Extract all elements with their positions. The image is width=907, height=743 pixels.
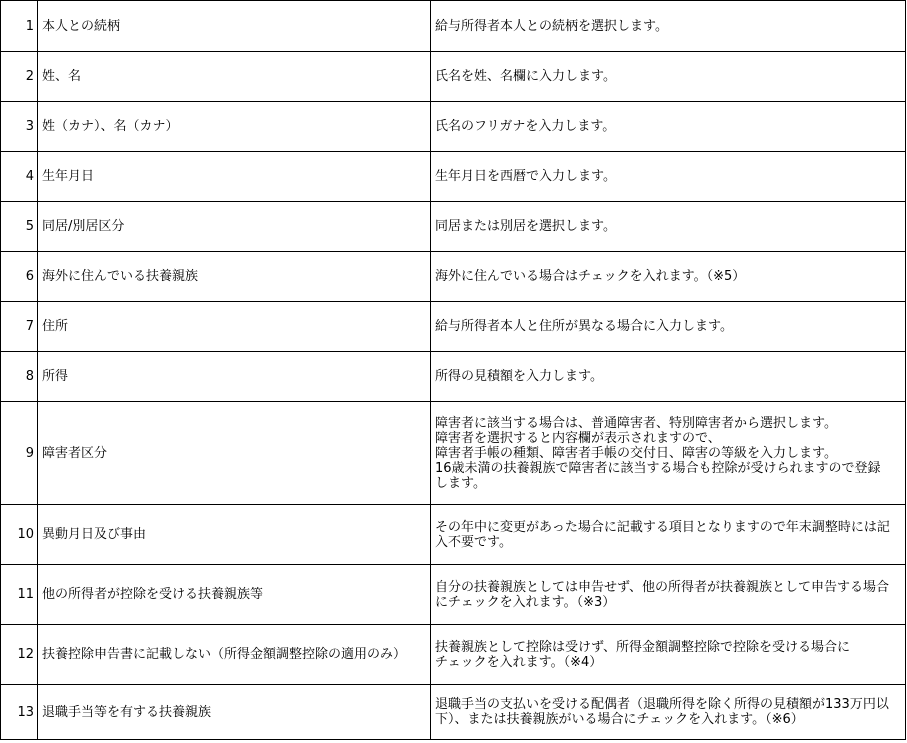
- row-number: 8: [1, 352, 38, 402]
- row-number: 4: [1, 152, 38, 202]
- item-description: 同居または別居を選択します。: [431, 202, 906, 252]
- item-description: 所得の見積額を入力します。: [431, 352, 906, 402]
- row-number: 12: [1, 625, 38, 685]
- item-description: 障害者に該当する場合は、普通障害者、特別障害者から選択します。 障害者を選択すると内容欄が表示されますので、 障害者手帳の種類、障害者手帳の交付日、障害の等級を入力します。 16歳未満の扶養親族で障害者に該当する場合も控除が受けられますので登録します。: [431, 402, 906, 505]
- item-name: 生年月日: [38, 152, 431, 202]
- row-number: 10: [1, 505, 38, 565]
- item-name: 所得: [38, 352, 431, 402]
- item-name: 同居/別居区分: [38, 202, 431, 252]
- table-row: [1, 685, 906, 740]
- table-row: [1, 565, 906, 625]
- table-row: [1, 1, 906, 52]
- item-name: 海外に住んでいる扶養親族: [38, 252, 431, 302]
- item-description: 給与所得者本人との続柄を選択します。: [431, 1, 906, 52]
- item-description: 氏名のフリガナを入力します。: [431, 102, 906, 152]
- table-row: [1, 505, 906, 565]
- item-description: 生年月日を西暦で入力します。: [431, 152, 906, 202]
- item-name: 障害者区分: [38, 402, 431, 505]
- table-row: [1, 52, 906, 102]
- item-description: 氏名を姓、名欄に入力します。: [431, 52, 906, 102]
- table-row: [1, 152, 906, 202]
- row-number: 1: [1, 1, 38, 52]
- row-number: 2: [1, 52, 38, 102]
- item-description: 自分の扶養親族としては申告せず、他の所得者が扶養親族として申告する場合にチェックを入れます。（※3）: [431, 565, 906, 625]
- row-number: 5: [1, 202, 38, 252]
- item-description: 海外に住んでいる場合はチェックを入れます。（※5）: [431, 252, 906, 302]
- item-name: 姓、名: [38, 52, 431, 102]
- table-row: [1, 352, 906, 402]
- item-name: 退職手当等を有する扶養親族: [38, 685, 431, 740]
- item-name: 他の所得者が控除を受ける扶養親族等: [38, 565, 431, 625]
- table-row: [1, 202, 906, 252]
- item-description: 給与所得者本人と住所が異なる場合に入力します。: [431, 302, 906, 352]
- table-row: [1, 302, 906, 352]
- item-description: その年中に変更があった場合に記載する項目となりますので年末調整時には記入不要です。: [431, 505, 906, 565]
- row-number: 9: [1, 402, 38, 505]
- item-name: 本人との続柄: [38, 1, 431, 52]
- item-name: 姓（カナ）、名（カナ）: [38, 102, 431, 152]
- item-name: 扶養控除申告書に記載しない（所得金額調整控除の適用のみ）: [38, 625, 431, 685]
- item-name: 異動月日及び事由: [38, 505, 431, 565]
- row-number: 3: [1, 102, 38, 152]
- row-number: 6: [1, 252, 38, 302]
- table-row: [1, 402, 906, 505]
- table-row: [1, 252, 906, 302]
- table-row: [1, 102, 906, 152]
- row-number: 13: [1, 685, 38, 740]
- item-description: 退職手当の支払いを受ける配偶者（退職所得を除く所得の見積額が133万円以下）、または扶養親族がいる場合にチェックを入れます。（※6）: [431, 685, 906, 740]
- row-number: 7: [1, 302, 38, 352]
- item-name: 住所: [38, 302, 431, 352]
- item-description: 扶養親族として控除は受けず、所得金額調整控除で控除を受ける場合に チェックを入れます。（※4）: [431, 625, 906, 685]
- row-number: 11: [1, 565, 38, 625]
- table-row: [1, 625, 906, 685]
